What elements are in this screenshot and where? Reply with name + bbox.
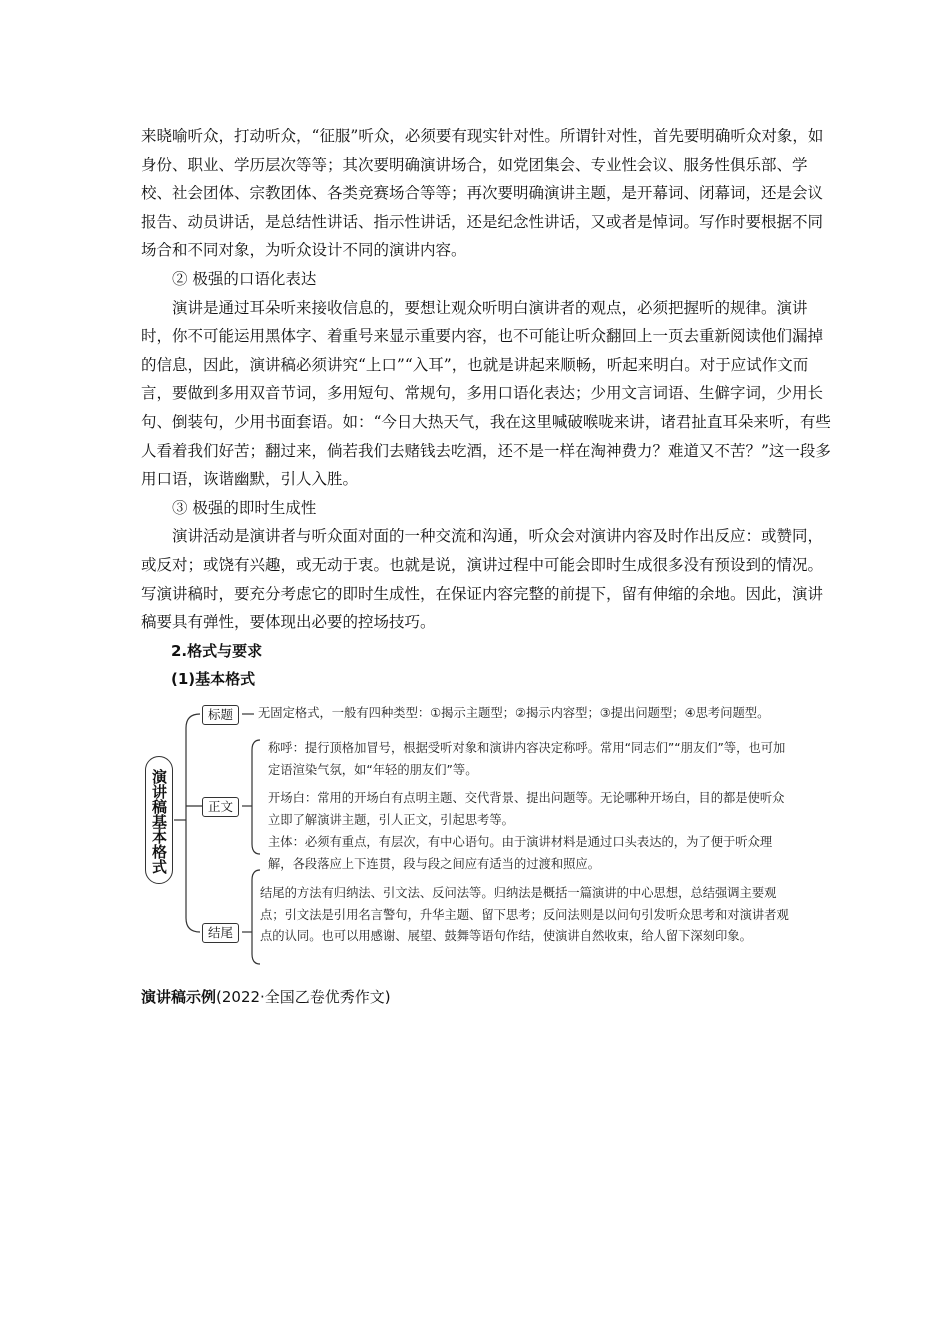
example-heading (141, 986, 391, 1007)
heading-basic-format: (1)基本格式 (171, 670, 256, 689)
paragraph-oral-expression: 演讲是通过耳朵听来接收信息的，要想让观众听明白演讲者的观点，必须把握听的规律。演讲时，你不可能运用黑体字、着重号来显示重要内容，也不可能让听众翻回上一页去重新阅读他们漏掉的信息，因此，演讲稿必须讲究“上口”“入耳”，也就是讲起来顺畅，听起来明白。对于应试作文而言，要做到多用双音节词，多用短句、常规句，多用口语化表达；少用文言词语、生僻字词，少用长句、倒装句，少用书面套语。如：“今日大热天气，我在这里喊破喉咙来讲，诸君扯直耳朵来听，有些人看着我们好苦；翻过来，倘若我们去赌钱去吃酒，还不是一样在淘神费力？难道又不苦？”这一段多用口语，诙谐幽默，引人入胜。 (141, 298, 831, 489)
end-description: 结尾的方法有归纳法、引文法、反问法等。归纳法是概括一篇演讲的中心思想，总结强调主要观点；引文法是引用名言警句，升华主题、留下思考；反问法则是以问句引发听众思考和对演讲者观点的认同。也可以用感谢、展望、鼓舞等语句作结，使演讲自然收束，给人留下深刻印象。 (260, 886, 789, 943)
heading-format: 2.格式与要求 (171, 641, 263, 660)
title-tag: 标题 (202, 705, 239, 725)
paragraph-targeting: 来晓喻听众，打动听众，“征服”听众，必须要有现实针对性。所谓针对性，首先要明确听众对象，如身份、职业、学历层次等等；其次要明确演讲场合，如党团集会、专业性会议、服务性俱乐部、学校、社会团体、宗教团体、各类竞赛场合等等；再次要明确演讲主题，是开幕词、闭幕词，还是会议报告、动员讲话，是总结性讲话、指示性讲话，还是纪念性讲话，又或者是悼词。写作时要根据不同场合和不同对象，为听众设计不同的演讲内容。 (141, 127, 824, 260)
heading-immediacy: ③ 极强的即时生成性 (172, 498, 317, 517)
end-tag: 结尾 (202, 923, 239, 943)
example-source: (2022·全国乙卷优秀作文) (216, 988, 391, 1006)
diagram-root-label: 演讲稿基本格式 (145, 756, 173, 884)
format-diagram (140, 698, 820, 978)
example-label: 演讲稿示例 (141, 988, 217, 1006)
body-tag: 正文 (202, 797, 239, 817)
title-description: 无固定格式，一般有四种类型：①揭示主题型；②揭示内容型；③提出问题型；④思考问题型。 (258, 706, 770, 720)
body-main: 主体：必须有重点，有层次，有中心语句。由于演讲材料是通过口头表达的，为了便于听众理解，各段落应上下连贯，段与段之间应有适当的过渡和照应。 (268, 835, 773, 871)
heading-oral-expression: ② 极强的口语化表达 (172, 269, 317, 288)
body-salutation: 称呼：提行顶格加冒号，根据受听对象和演讲内容决定称呼。常用“同志们”“朋友们”等，也可加定语渲染气氛，如“年轻的朋友们”等。 (268, 741, 786, 777)
paragraph-immediacy: 演讲活动是演讲者与听众面对面的一种交流和沟通，听众会对演讲内容及时作出反应：或赞同，或反对；或饶有兴趣，或无动于衷。也就是说，演讲过程中可能会即时生成很多没有预设到的情况。写演讲稿时，要充分考虑它的即时生成性，在保证内容完整的前提下，留有伸缩的余地。因此，演讲稿要具有弹性，要体现出必要的控场技巧。 (141, 527, 824, 632)
body-text (141, 122, 831, 694)
body-opening: 开场白：常用的开场白有点明主题、交代背景、提出问题等。无论哪种开场白，目的都是使听众立即了解演讲主题，引人正文，引起思考等。 (268, 791, 785, 827)
